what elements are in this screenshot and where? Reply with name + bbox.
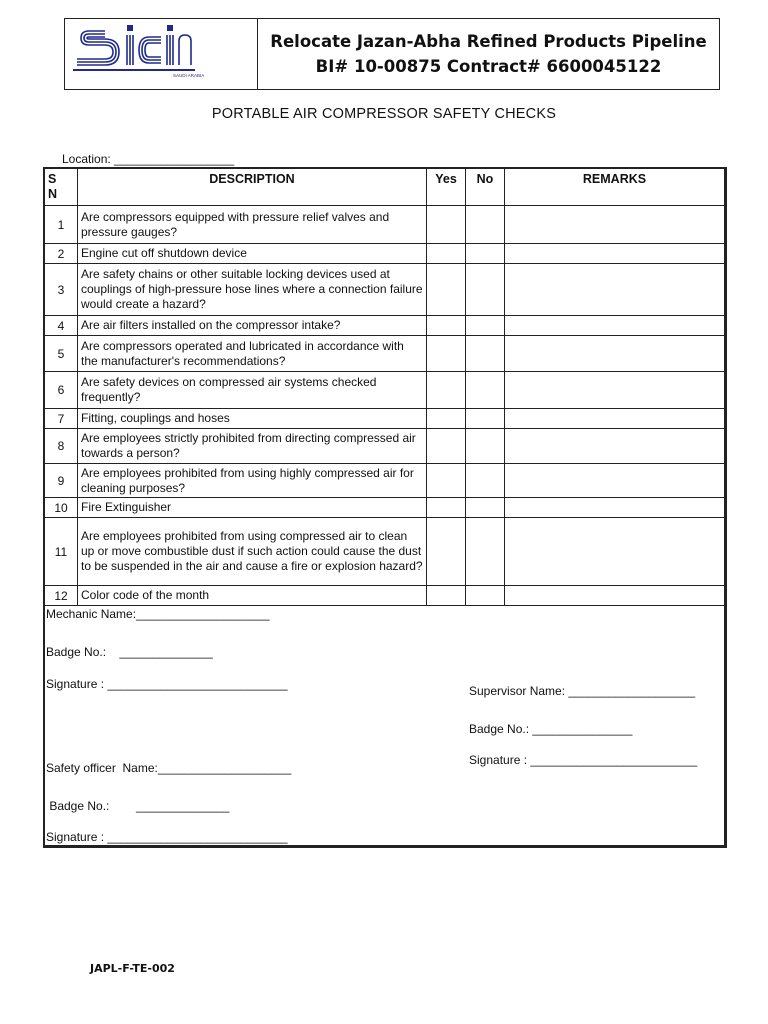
row-yes-cell[interactable] — [427, 409, 466, 429]
row-no-cell[interactable] — [466, 409, 505, 429]
row-sn: 9 — [45, 464, 78, 498]
row-yes-cell[interactable] — [427, 464, 466, 498]
row-remarks-cell[interactable] — [505, 264, 725, 316]
table-row — [45, 244, 725, 264]
row-description: Color code of the month — [78, 586, 427, 606]
table-row — [45, 336, 725, 372]
supervisor-name-field[interactable]: Supervisor Name: ___________________ — [469, 684, 696, 698]
row-remarks-cell[interactable] — [505, 409, 725, 429]
row-sn: 10 — [45, 498, 78, 518]
checklist-body — [45, 206, 725, 606]
header-description: DESCRIPTION — [78, 169, 427, 206]
svg-text:SAUDI ARABIA: SAUDI ARABIA — [173, 73, 205, 78]
row-remarks-cell[interactable] — [505, 336, 725, 372]
row-no-cell[interactable] — [466, 498, 505, 518]
table-row — [45, 429, 725, 464]
row-no-cell[interactable] — [466, 336, 505, 372]
row-remarks-cell[interactable] — [505, 244, 725, 264]
project-title — [258, 19, 719, 89]
row-description: Fitting, couplings and hoses — [78, 409, 427, 429]
sicim-logo — [69, 21, 205, 79]
row-no-cell[interactable] — [466, 586, 505, 606]
safety-officer-badge-field[interactable]: Badge No.: ______________ — [46, 799, 230, 813]
row-description: Are air filters installed on the compressor intake? — [78, 316, 427, 336]
row-yes-cell[interactable] — [427, 498, 466, 518]
mechanic-name-field[interactable]: Mechanic Name:____________________ — [46, 607, 270, 621]
row-remarks-cell[interactable] — [505, 372, 725, 409]
row-sn: 7 — [45, 409, 78, 429]
header-remarks: REMARKS — [505, 169, 725, 206]
table-row — [45, 464, 725, 498]
row-sn: 2 — [45, 244, 78, 264]
row-yes-cell[interactable] — [427, 264, 466, 316]
row-remarks-cell[interactable] — [505, 464, 725, 498]
form-title: PORTABLE AIR COMPRESSOR SAFETY CHECKS — [211, 106, 557, 122]
row-sn: 11 — [45, 518, 78, 586]
row-remarks-cell[interactable] — [505, 518, 725, 586]
supervisor-badge-field[interactable]: Badge No.: _______________ — [469, 722, 633, 736]
row-yes-cell[interactable] — [427, 336, 466, 372]
row-description: Are compressors equipped with pressure relief valves and pressure gauges? — [78, 206, 427, 244]
row-yes-cell[interactable] — [427, 586, 466, 606]
row-description: Are employees prohibited from using highly compressed air for cleaning purposes? — [78, 464, 427, 498]
document-header — [64, 18, 720, 90]
row-no-cell[interactable] — [466, 244, 505, 264]
row-description: Are employees strictly prohibited from directing compressed air towards a person? — [78, 429, 427, 464]
row-sn: 6 — [45, 372, 78, 409]
row-no-cell[interactable] — [466, 316, 505, 336]
table-row — [45, 372, 725, 409]
safety-checklist-table — [44, 168, 725, 846]
table-row — [45, 316, 725, 336]
row-sn: 1 — [45, 206, 78, 244]
location-field[interactable]: Location: __________________ — [62, 152, 235, 166]
row-no-cell[interactable] — [466, 372, 505, 409]
header-yes: Yes — [427, 169, 466, 206]
project-title-line2: BI# 10-00875 Contract# 6600045122 — [315, 57, 662, 76]
row-remarks-cell[interactable] — [505, 498, 725, 518]
safety-officer-signature-field[interactable]: Signature : ___________________________ — [46, 830, 288, 844]
row-remarks-cell[interactable] — [505, 586, 725, 606]
header-no: No — [466, 169, 505, 206]
row-sn: 12 — [45, 586, 78, 606]
row-description: Are safety devices on compressed air systems checked frequently? — [78, 372, 427, 409]
row-no-cell[interactable] — [466, 264, 505, 316]
supervisor-signature-field[interactable]: Signature : _________________________ — [469, 753, 698, 767]
row-description: Are employees prohibited from using compressed air to clean up or move combustible dust if such action could cause the dust to be suspended in the air and cause a fire or explosion hazard? — [78, 518, 427, 586]
table-row — [45, 498, 725, 518]
project-title-line1: Relocate Jazan-Abha Refined Products Pipeline — [270, 32, 707, 51]
row-sn: 3 — [45, 264, 78, 316]
row-yes-cell[interactable] — [427, 429, 466, 464]
row-yes-cell[interactable] — [427, 372, 466, 409]
row-description: Fire Extinguisher — [78, 498, 427, 518]
form-code: JAPL-F-TE-002 — [90, 962, 175, 975]
safety-officer-name-field[interactable]: Safety officer Name:____________________ — [46, 761, 292, 775]
row-yes-cell[interactable] — [427, 518, 466, 586]
row-no-cell[interactable] — [466, 206, 505, 244]
row-no-cell[interactable] — [466, 464, 505, 498]
mechanic-signature-field[interactable]: Signature : ___________________________ — [46, 677, 288, 691]
row-yes-cell[interactable] — [427, 206, 466, 244]
table-row — [45, 264, 725, 316]
row-no-cell[interactable] — [466, 518, 505, 586]
table-row — [45, 518, 725, 586]
table-row — [45, 409, 725, 429]
row-description: Are safety chains or other suitable locking devices used at couplings of high-pressure hose lines where a connection failure would create a hazard? — [78, 264, 427, 316]
mechanic-badge-field[interactable]: Badge No.: ______________ — [46, 645, 213, 659]
row-remarks-cell[interactable] — [505, 206, 725, 244]
row-sn: 4 — [45, 316, 78, 336]
row-description: Are compressors operated and lubricated in accordance with the manufacturer's recommendations? — [78, 336, 427, 372]
row-remarks-cell[interactable] — [505, 429, 725, 464]
row-description: Engine cut off shutdown device — [78, 244, 427, 264]
header-sn: S N — [45, 169, 78, 206]
row-remarks-cell[interactable] — [505, 316, 725, 336]
logo-cell — [65, 19, 258, 89]
row-sn: 8 — [45, 429, 78, 464]
row-no-cell[interactable] — [466, 429, 505, 464]
table-row — [45, 586, 725, 606]
row-sn: 5 — [45, 336, 78, 372]
table-row — [45, 206, 725, 244]
row-yes-cell[interactable] — [427, 316, 466, 336]
row-yes-cell[interactable] — [427, 244, 466, 264]
